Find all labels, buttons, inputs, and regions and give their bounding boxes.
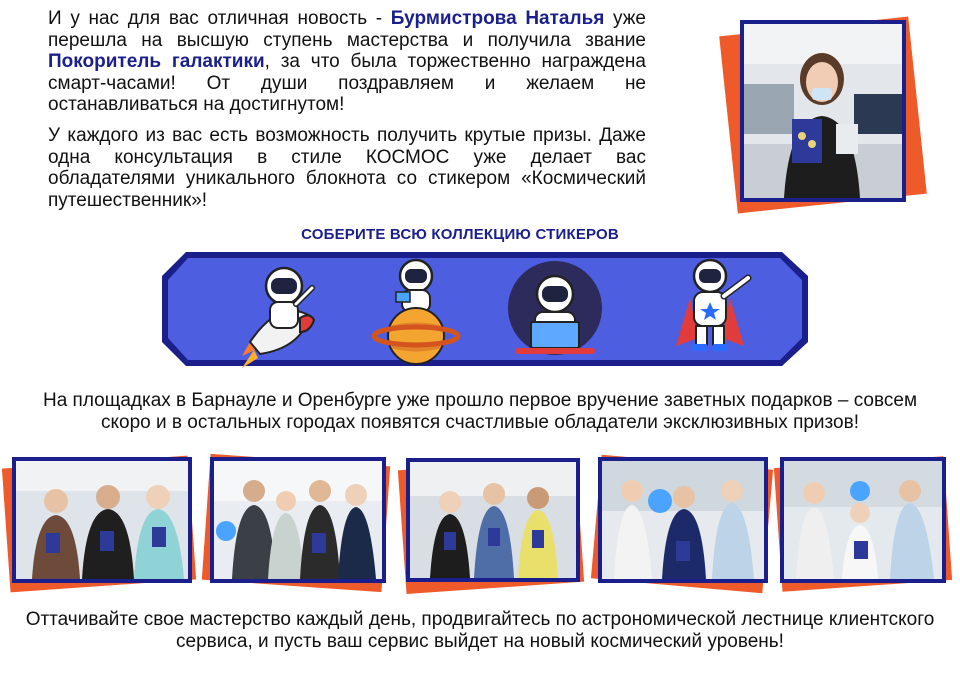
winner-title: Покоритель галактики xyxy=(48,51,265,72)
intro-text-c: , за что была торжественно награждена смарт-часами! От души поздравляем и желаем не останавливаться на достигнутом! xyxy=(48,51,646,115)
event-photo-4 xyxy=(592,452,774,592)
intro-text-b: уже перешла на высшую ступень мастерства и получила звание xyxy=(48,8,647,51)
intro-paragraph-2: У каждого из вас есть возможность получить крутые призы. Даже одна консультация в стиле КОСМОС уже делает вас обладателями уникального блокнота со стикером «Космический путешественник»! xyxy=(48,125,646,211)
news-paragraph: На площадках в Барнауле и Оренбурге уже прошло первое вручение заветных подарков – совсем скоро и в остальных городах появятся счастливые обладатели эксклюзивных призов! xyxy=(42,390,918,433)
closing-paragraph: Оттачивайте свое мастерство каждый день, продвигайтесь по астрономической лестнице клиентского сервиса, и пусть ваш сервис выйдет на новый космический уровень! xyxy=(25,609,935,652)
event-photo-1 xyxy=(0,452,200,592)
event-photo-3 xyxy=(396,452,586,592)
collection-heading: СОБЕРИТЕ ВСЮ КОЛЛЕКЦИЮ СТИКЕРОВ xyxy=(301,226,619,243)
sticker-banner xyxy=(160,250,810,368)
event-photo-5 xyxy=(774,452,954,592)
winner-name: Бурмистрова Наталья xyxy=(390,8,605,29)
intro-paragraph-1 xyxy=(48,8,646,116)
winner-photo xyxy=(720,18,925,213)
astronaut-laptop-icon xyxy=(508,261,602,355)
intro-text-a: И у нас для вас отличная новость - xyxy=(48,8,391,29)
event-photo-2 xyxy=(200,452,390,592)
